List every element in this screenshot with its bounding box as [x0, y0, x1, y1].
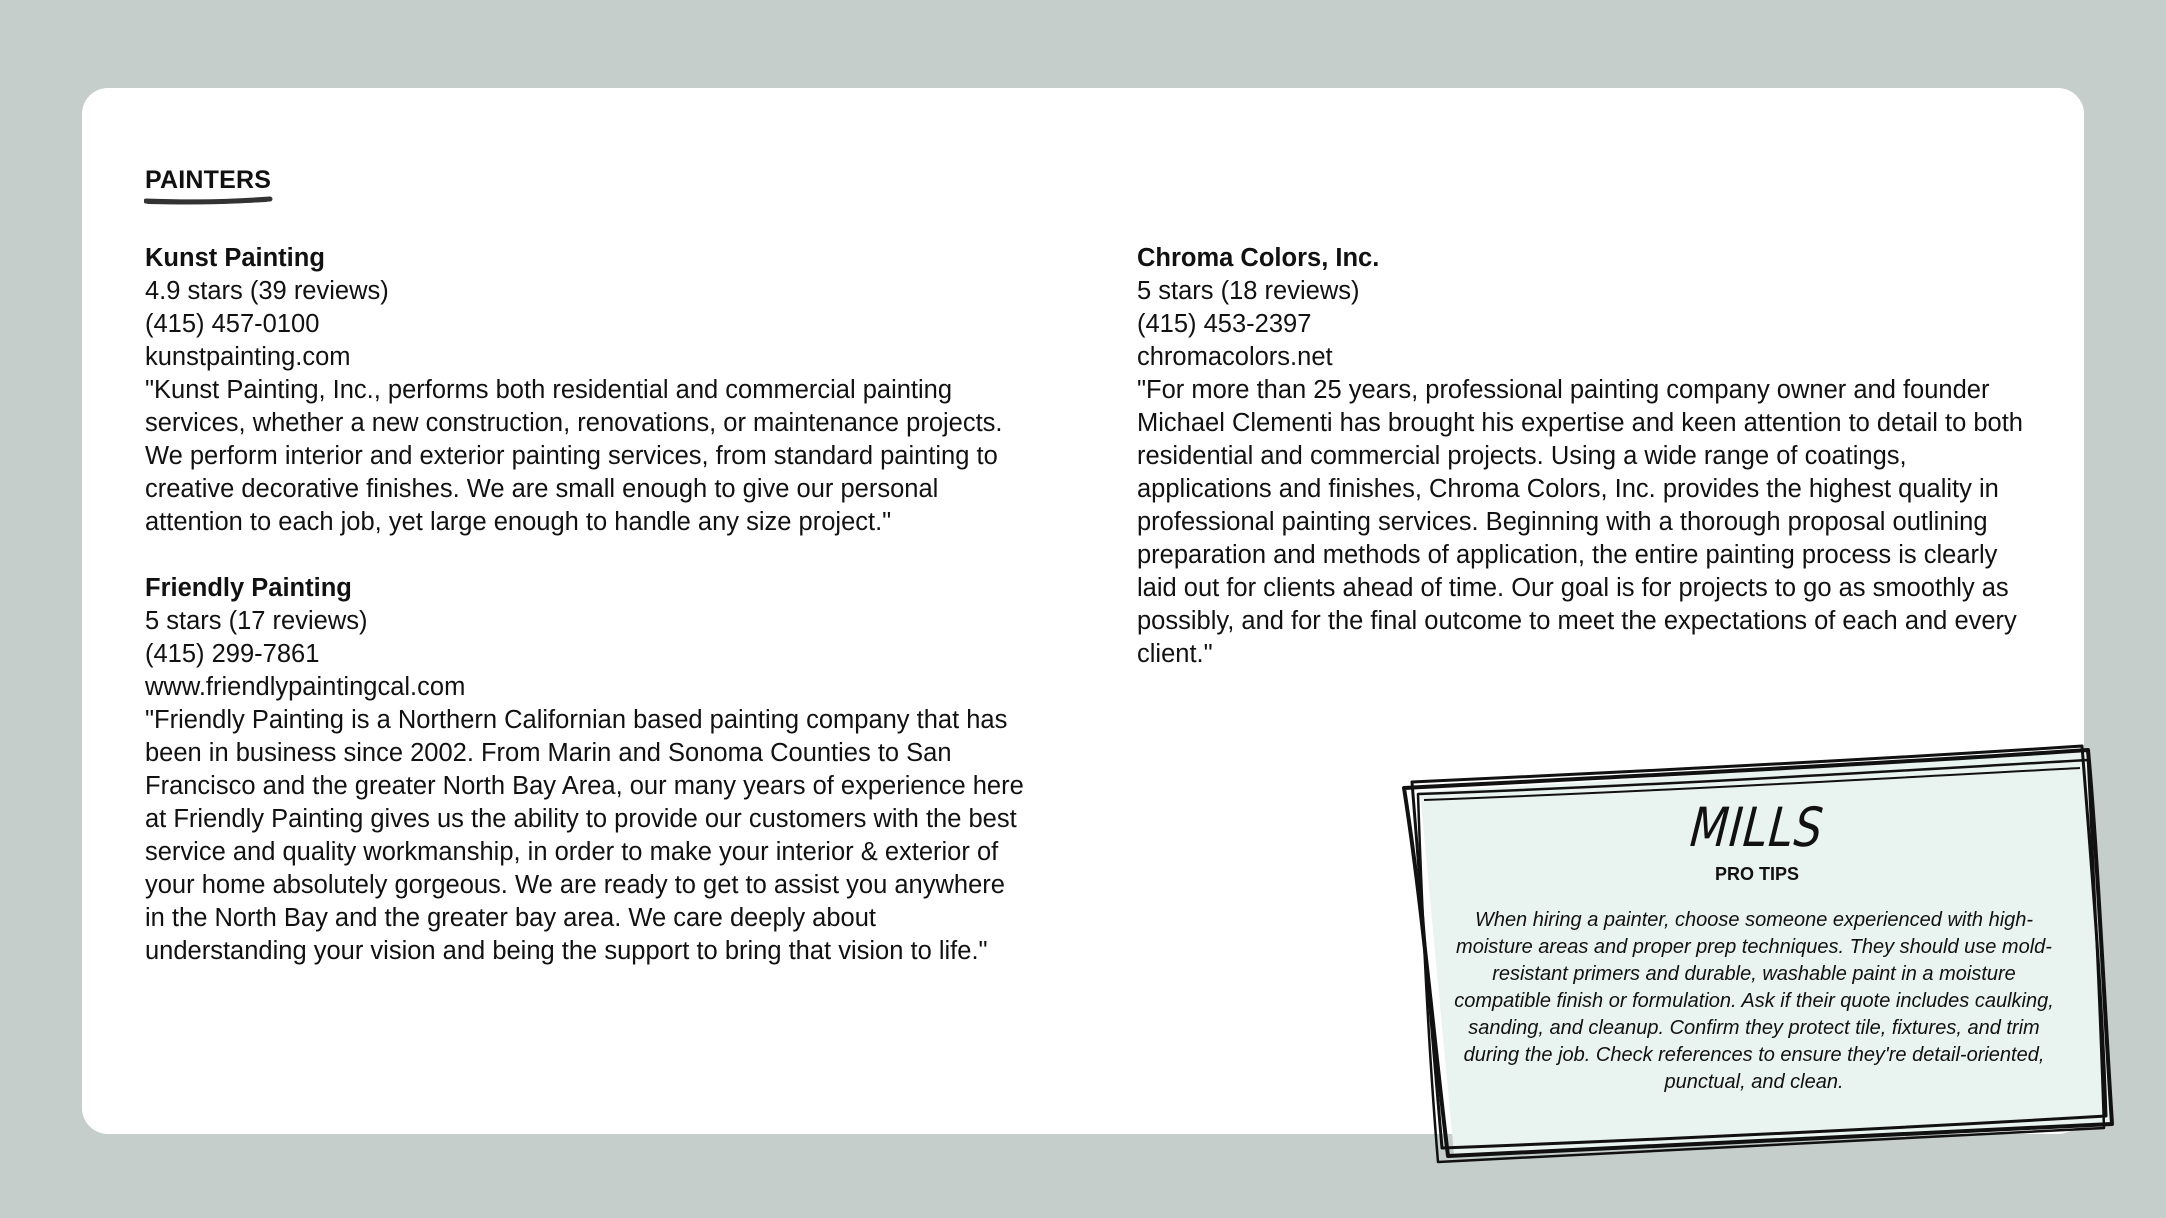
painter-listing — [145, 572, 1030, 968]
painter-rating: 5 stars (18 reviews) — [1137, 277, 1360, 305]
painter-website: chromacolors.net — [1137, 343, 1333, 371]
painter-listing — [145, 242, 1030, 539]
mills-logo: MILLS — [1687, 796, 1827, 859]
painters-column-left — [145, 242, 1030, 1001]
painter-description: "Kunst Painting, Inc., performs both residential and commercial painting services, whether a new construction, renovations, or maintenance projects. We perform interior and exterior painting services, from standard painting to creative decorative finishes. We are small enough to give our personal attention to each job, yet large enough to handle any size project." — [145, 376, 1003, 536]
painter-listing — [1137, 242, 2027, 671]
section-title: PAINTERS — [145, 166, 272, 194]
painter-description: "For more than 25 years, professional painting company owner and founder Michael Clementi has brought his expertise and keen attention to detail to both residential and commercial projects. Using a wide range of coatings, applications and finishes, Chroma Colors, Inc. provides the highest quality in professional painting services. Beginning with a thorough proposal outlining preparation and methods of application, the entire painting process is clearly laid out for clients ahead of time. Our goal is for projects to go as smoothly as possibly, and for the final outcome to meet the expectations of each and every client." — [1137, 376, 2023, 668]
painter-phone: (415) 453-2397 — [1137, 310, 1312, 338]
painter-phone: (415) 457-0100 — [145, 310, 320, 338]
painter-name: Chroma Colors, Inc. — [1137, 244, 1380, 272]
pro-tips-label: PRO TIPS — [1714, 864, 1799, 884]
painter-rating: 4.9 stars (39 reviews) — [145, 277, 389, 305]
pro-tips-text: When hiring a painter, choose someone experienced with high-moisture areas and proper prep techniques. They should use mold-resistant primers and durable, washable paint in a moisture compatible finish or formulation. Ask if their quote includes caulking, sanding, and cleanup. Confirm they protect tile, fixtures, and trim during the job. Check references to ensure they're detail-oriented, punctual, and clean. — [1454, 909, 2054, 1093]
painter-name: Kunst Painting — [145, 244, 325, 272]
painter-description: "Friendly Painting is a Northern Californian based painting company that has been in business since 2002. From Marin and Sonoma Counties to San Francisco and the greater North Bay Area, our many years of experience here at Friendly Painting gives us the ability to provide our customers with the best service and quality workmanship, in order to make your interior & exterior of your home absolutely gorgeous. We are ready to get to assist you anywhere in the North Bay and the greater bay area. We care deeply about understanding your vision and being the support to bring that vision to life." — [145, 706, 1024, 965]
painter-website: www.friendlypaintingcal.com — [145, 673, 466, 701]
painter-rating: 5 stars (17 reviews) — [145, 607, 368, 635]
painter-website: kunstpainting.com — [145, 343, 351, 371]
painters-column-right — [1137, 242, 2027, 704]
pro-tips-box — [1398, 742, 2116, 1172]
painter-phone: (415) 299-7861 — [145, 640, 320, 668]
painter-name: Friendly Painting — [145, 574, 352, 602]
title-underline — [144, 194, 274, 208]
